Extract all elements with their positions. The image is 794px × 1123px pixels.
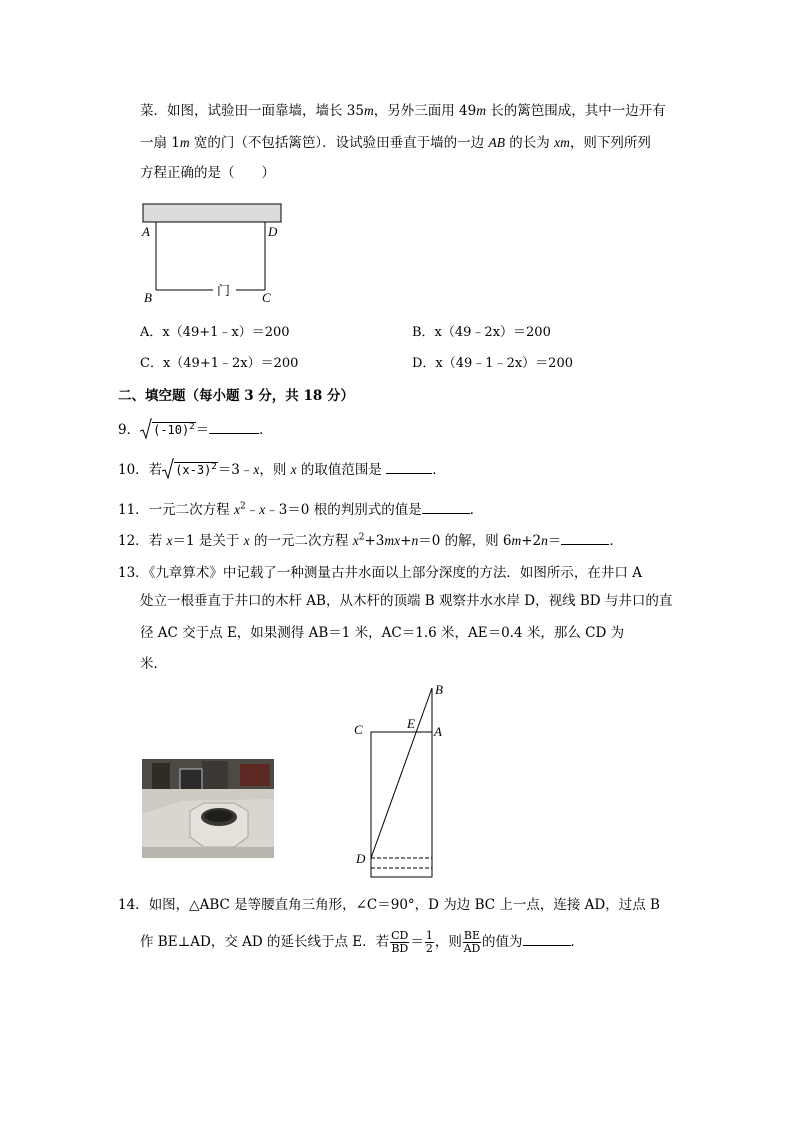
q13-line-1: 13．《九章算术》中记载了一种测量古井水面以上部分深度的方法．如图所示，在井口 A (118, 565, 642, 581)
fig8-label-door: 门 (217, 283, 231, 298)
q9-answer-blank[interactable] (209, 419, 259, 434)
fig13-label-a: A (434, 724, 442, 739)
q9: 9． $(-10)^2=$ ． (118, 418, 273, 440)
q11-answer-blank[interactable] (422, 499, 470, 514)
q12-answer-blank[interactable] (561, 530, 609, 545)
fig13-label-d: D (356, 851, 366, 866)
q10-radical: $(x-3)^2$ (162, 458, 218, 480)
well-photo (142, 759, 274, 858)
q13-line-4: 米． (140, 656, 167, 672)
q8-option-a: A．x（49+1﹣x）＝200 (140, 325, 290, 340)
q13-line-3: 径 AC 交于点 E，如果测得 AB＝1 米，AC＝1.6 米，AE＝0.4 米，那么 CD 为 (140, 625, 625, 641)
fig8-label-d: D (268, 224, 278, 239)
fig13-label-b: B (435, 682, 443, 697)
fraction-cd-bd: $\frac{CD}{BD}$ (391, 929, 409, 955)
q14-line-1: 14．如图，△ABC 是等腰直角三角形，∠C＝90°，D 为边 BC 上一点，连接 AD，过点 B (118, 897, 660, 913)
fraction-one-half: $\frac{1}{2}$ (425, 929, 433, 955)
q9-radical: $(-10)^2$ (140, 418, 196, 440)
q8-line-3: 方程正确的是（ ） (140, 165, 275, 181)
q13-well-figure (350, 680, 450, 885)
q14-answer-blank[interactable] (523, 931, 571, 946)
fig8-label-a: A (142, 224, 150, 239)
section-2-heading: 二、填空题（每小题 3 分，共 18 分） (118, 388, 354, 404)
q8-option-b: B．x（49﹣2x）＝200 (412, 325, 551, 340)
fig13-label-e: E (407, 716, 415, 731)
fig13-label-c: C (354, 722, 363, 737)
q14-line-2: 作 BE⊥AD，交 AD 的延长线于点 E．若 $\frac{CD}{BD}$ ＝ $\frac{1}{2}$ ，则 $\frac{BE}{AD}$ 的值为 ． (140, 929, 585, 955)
fig8-label-c: C (262, 290, 271, 305)
q8-line-1: 菜．如图，试验田一面靠墙，墙长 35m，另外三面用 49m 长的篱笆围成，其中一边开有 (140, 103, 666, 119)
q8-garden-figure (138, 200, 288, 310)
q11: 11．一元二次方程 $x^2﹣x﹣3=0$ 根的判别式的值是 ． (118, 498, 483, 518)
q10: 10．若 $(x-3)^2=3﹣x$，则 x 的取值范围是 ． (118, 458, 446, 480)
q12: 12．若 x＝1 是关于 x 的一元二次方程 $x^2+3mx+n=0$ 的解，则 6m+2n＝ ． (118, 529, 623, 549)
q8-line-2: 一扇 1m 宽的门（不包括篱笆）．设试验田垂直于墙的一边 AB 的长为 xm，则下列所列 (140, 135, 651, 151)
wall-rect (143, 204, 281, 222)
fraction-be-ad: $\frac{BE}{AD}$ (463, 929, 481, 955)
q8-option-d: D．x（49﹣1﹣2x）＝200 (412, 356, 573, 371)
q10-answer-blank[interactable] (386, 459, 432, 474)
fig8-label-b: B (144, 290, 152, 305)
q13-line-2: 处立一根垂直于井口的木杆 AB，从木杆的顶端 B 观察井水水岸 D，视线 BD 与井口的直 (140, 593, 673, 609)
q8-option-c: C．x（49+1﹣2x）＝200 (140, 356, 299, 371)
